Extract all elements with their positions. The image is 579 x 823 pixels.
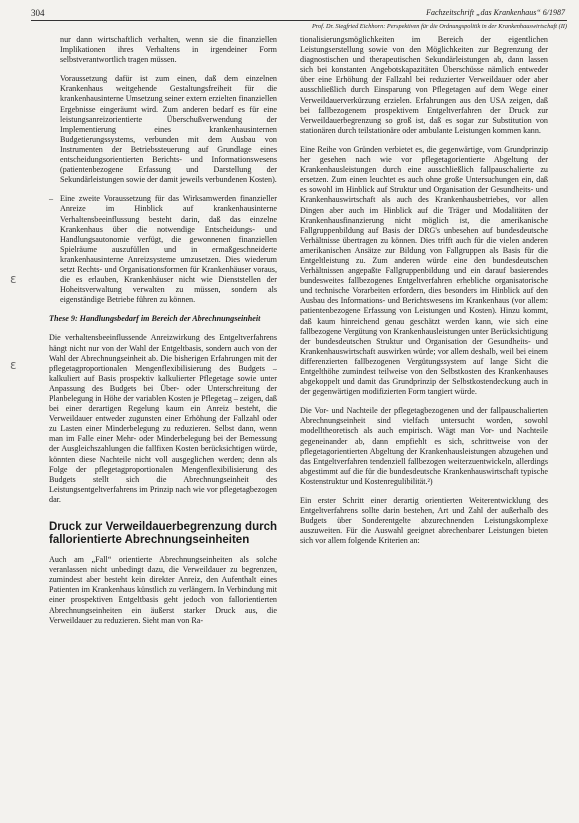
paragraph: Die verhaltensbeeinflussende Anreizwirkung des Entgeltverfahrens hängt nicht nur von der Wahl der Entgeltbasis, sondern auch von der Wahl der Abrechnungseinheit ab. Die bisherigen Erfahrungen mit der pflegetagproportionalen Mengenflexibilisierung des Budgets – kalkuliert auf Basis prospektiv kalkulierter Pflegetage sowie unter Anpassung des Budgets bei Über- oder Unterschreitung der Planbelegung in Höhe der variablen Kosten je Pflegetag – zeigen, daß bei einer derartigen Regelung kaum ein Anreiz besteht, die Verweildauer entweder zugunsten einer Erhöhung der Fallzahl oder zu Lasten einer Minderbelegung zu reduzieren. Selbst dann, wenn man im Falle einer Mehr- oder Minderbelegung bei der Bemessung der Ausgleichszahlungen die fallfixen Kosten berücksichtigen würde, könnten diese Nachteile nicht voll ausgeglichen werden; denn als Folge der pflegetagproportionalen Mengenflexibilisierung des Budgets stellt sich die Abrechnungseinheit des Leistungsentgeltverfahrens im Prinzip nach wie vor pflegetagbezogen dar.: [49, 333, 277, 504]
bullet-text: Eine zweite Voraussetzung für das Wirksamwerden finanzieller Anreize im Hinblick auf krankenhausinterne Verhaltensbeeinflussung besteht darin, daß das einzelne Krankenhaus über die notwendige Entscheidungs- und Handlungsautonomie verfügt, die gewonnenen finanziellen Spielräume auszufüllen und in ermaßgeschneiderte krankenhausinterne Anreizsysteme umzusetzen. Dies wiederum setzt Rechts- und Organisationsformen für Krankenhäuser voraus, die es erlauben, Krankenhäuser nicht wie Dienststellen der Hoheitsverwaltung verwalten zu müssen, sondern als eigenständige Betriebe führen zu können.: [60, 194, 277, 305]
article-running-head: Prof. Dr. Siegfried Eichhorn: Perspektiven für die Ordnungspolitik in der Krankenhauswirtschaft (II): [311, 23, 567, 30]
margin-annotation: ɛ: [10, 358, 17, 372]
paragraph: nur dann wirtschaftlich verhalten, wenn sie die finanziellen Implikationen ihres Verhaltens in irgendeiner Form selbstverantwortlich tragen müssen.: [60, 35, 277, 65]
paragraph: Voraussetzung dafür ist zum einen, daß dem einzelnen Krankenhaus weitgehende Gestaltungsfreiheit für die krankenhausinterne Umsetzung seiner extern erzielten finanziellen Ergebnisse eingeräumt wird. Zum anderen bedarf es für eine leistungsanreizorientierte Überschußverwendung der Implementierung eines krankenhausinternen Budgetierungssystems, verbunden mit dem Ausbau von Instrumenten der Betriebssteuerung auf Grundlage eines entscheidungsorientierten Berichts- und Informationswesens (patientenbezogene Erfassung und Darstellung der Sekundärleistungen sowie der damit jeweils verbundenen Kosten).: [60, 74, 277, 185]
paragraph: Ein erster Schritt einer derartig orientierten Weiterentwicklung des Entgeltverfahrens sollte darin bestehen, Art und Zahl der außerhalb des Budgets über Sonderentgelte abzurechnenden Leistungskomplexe auszuweiten. Für die Auswahl geeignet abrechenbarer Leistungen bieten sich vor allem folgende Kriterien an:: [300, 496, 548, 546]
paragraph: Die Vor- und Nachteile der pflegetagbezogenen und der fallpauschalierten Abrechnungseinheit sind vielfach untersucht worden, sowohl modelltheoretisch als auch empirisch. Wägt man Vor- und Nachteile gegeneinander ab, dann empfiehlt es sich, schrittweise von der pflegetagorientierten Abgeltung der Krankenhausleistungen abzugehen und das Entgeltverfahren tendenziell fallbezogen weiterzuentwickeln, allerdings abgestimmt auf die für die bundesdeutsche Krankenhauswirtschaft typische Kostenstruktur und Kostenregulibilität.²): [300, 406, 548, 486]
left-column: [49, 35, 277, 635]
journal-title: Fachzeitschrift „das Krankenhaus“ 6/1987: [426, 8, 565, 17]
thesis-heading: These 9: Handlungsbedarf im Bereich der Abrechnungseinheit: [49, 314, 261, 324]
margin-annotation: ɛ: [10, 272, 17, 286]
page-number: 304: [31, 8, 45, 18]
bullet-item: [49, 194, 277, 305]
right-column: [300, 35, 548, 556]
paragraph: Auch am „Fall“ orientierte Abrechnungseinheiten als solche veranlassen nicht unbedingt dazu, die Verweildauer zu begrenzen, zumindest aber besteht kein direkter Anreiz, den Aufenthalt eines Patienten im Krankenhaus künstlich zu verlängern. In Verbindung mit einer prospektiven Entgeltbasis geht jedoch von fallorientierten Abrechnungseinheiten ein äußerst starker Druck aus, die Verweildauer zu reduzieren. Sieht man von Ra-: [49, 555, 277, 625]
paragraph: tionalisierungsmöglichkeiten im Bereich der eigentlichen Leistungserstellung sowie von den Möglichkeiten zur Begrenzung der diagnostischen und therapeutischen Sekundärleistungen ab, dann lassen sich bei konstanten Angebotskapazitäten Überschüsse nämlich entweder über eine Erhöhung der Fallzahl bei reduzierter Verweildauer oder aber ausschließlich durch Einsparung von Pflegetagen auf dem Wege einer Verweildauerverkürzung erzielen. Erfahrungen aus den USA zeigen, daß bei fallbezogenem prospektivem Entgeltverfahren der Druck zur Verweildauerbegrenzung so groß ist, daß es sogar zur Substitution von stationären durch teilstationäre oder ambulante Leistungen kommen kann.: [300, 35, 548, 135]
section-heading: Druck zur Verweildauerbegrenzung durch fallorientierte Abrechnungseinheiten: [49, 521, 277, 547]
paragraph: Eine Reihe von Gründen verbietet es, die gegenwärtige, vom Grundprinzip her gesehen nach wie vor pflegetagorientierte Abgeltung der Krankenhausleistungen durch eine ausschließlich fallpauschalierte zu ersetzen. Zum einen leuchtet es auch ohne große Untersuchungen ein, daß es sowohl im Hinblick auf Struktur und Organisation der Gesundheits- und Krankenhauswirtschaft als auch des Krankenhausbetriebes, vor allen Dingen aber auch im Hinblick auf die Träger und Modalitäten der Krankenhausfinanzierung nicht möglich ist, die amerikanische Fallgruppenbildung auf Basis der DRG's unbesehen auf bundesdeutsche Verhältnisse übertragen zu können. Dies trifft auch für die vielen anderen amerikanischen Ansätze zur Bildung von Fallgruppen als Basis für die Entgeltleistung zu. Zum anderen würde eine den bundesdeutschen Verhältnissen angepaßte Fallgruppenbildung und ein darauf basierendes bundesweites fallbezogenes Entgeltverfahren erhebliche organisatorische und technische Vorarbeiten erfordern, dies besonders im Hinblick auf den Ausbau des Informations- und Berichtswesens im Krankenhaus (vor allem: patientenbezogene Erfassung von Leistungen und Kosten). Hinzu kommt, daß kaum hinreichend genau geschätzt werden kann, wie sich eine fallbezogene Vergütung von Krankenhausleistungen unter Berücksichtigung der bundesdeutschen Struktur und Organisation der Gesundheits- und Krankenhauswirtschaft auswirken würde; vor allem deshalb, weil bei einem differenzierten fallbezogenen Vergütungssystem auf lange Sicht die Entgelthöhe zumindest teilweise von den Selbstkosten des Krankenhauses abgekoppelt und damit das Grundprinzip der Selbstkostendeckung auch in der gegenwärtigen modifizierten Form tangiert würde.: [300, 144, 548, 397]
header-rule: [31, 20, 567, 21]
bullet-dash: –: [49, 194, 54, 204]
